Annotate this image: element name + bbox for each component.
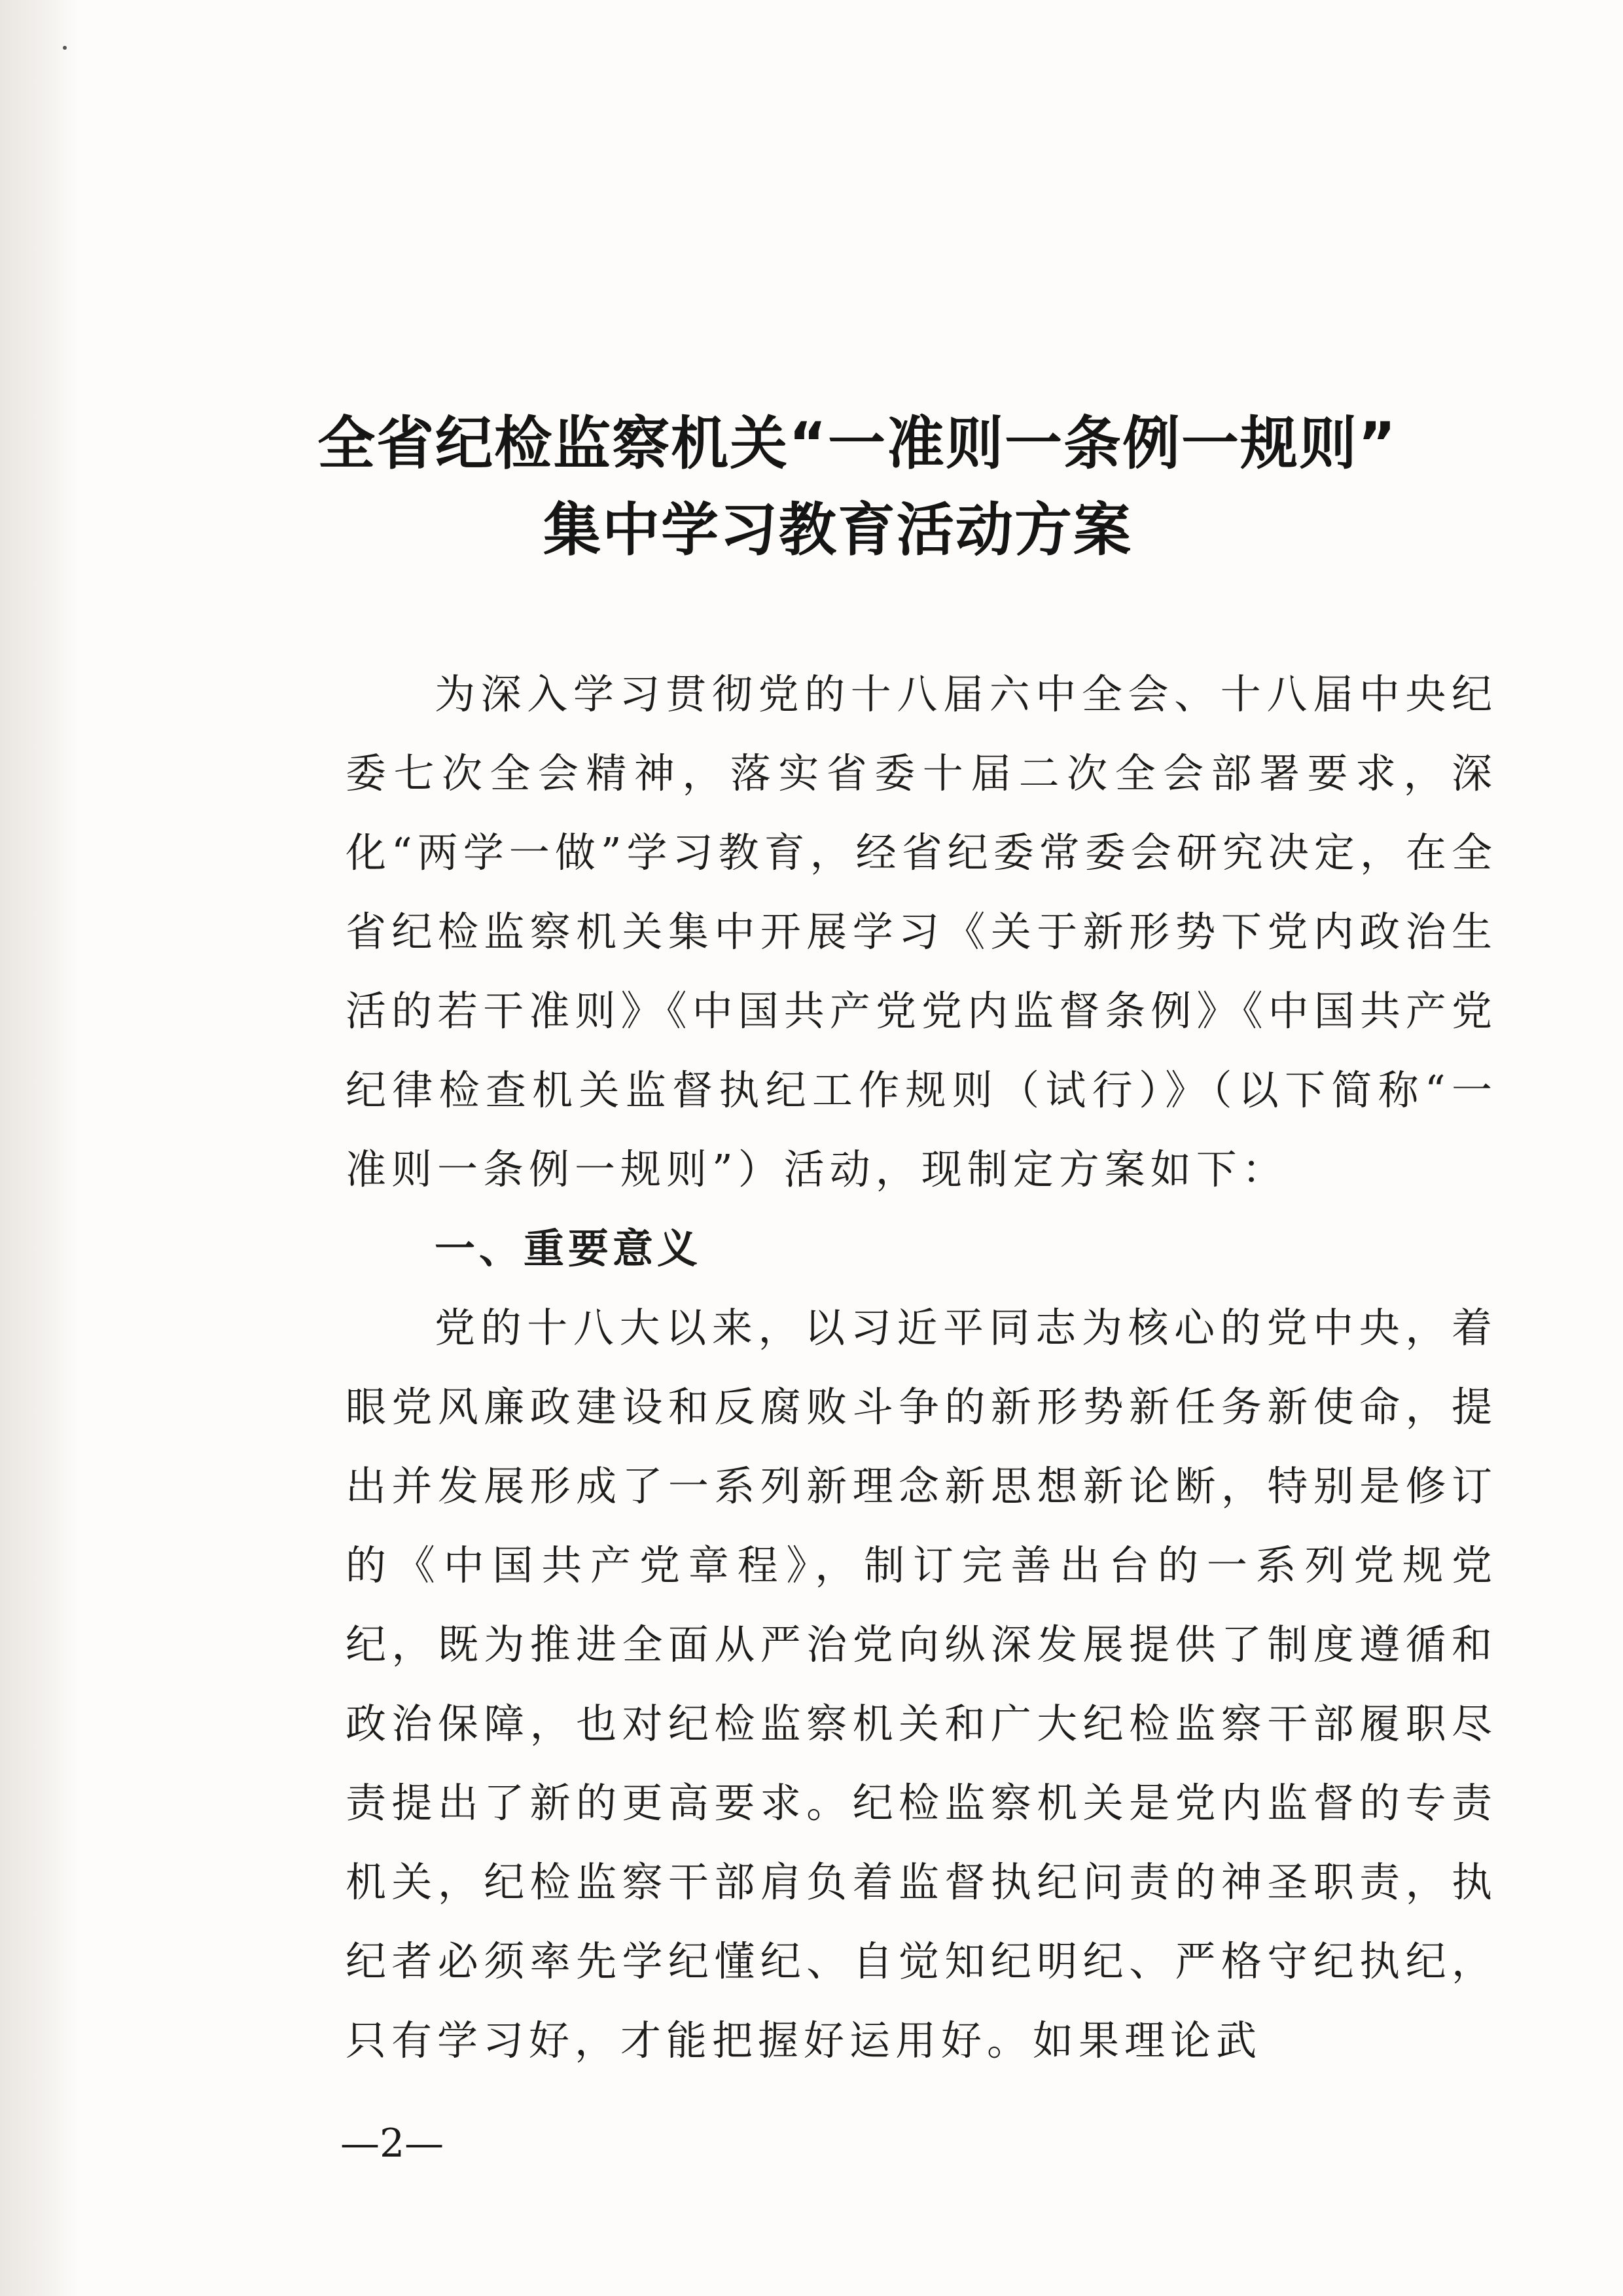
significance-paragraph: 党的十八大以来，以习近平同志为核心的党中央，着眼党风廉政建设和反腐败斗争的新形势新任务新使命，提出并发展形成了一系列新理念新思想新论断，特别是修订的《中国共产党章程》，制订完善出台的一系列党规党纪，既为推进全面从严治党向纵深发展提供了制度遵循和政治保障，也对纪检监察机关和广大纪检监察干部履职尽责提出了新的更高要求。纪检监察机关是党内监督的专责机关，纪检监察干部肩负着监督执纪问责的神圣职责，执纪者必须率先学纪懂纪、自觉知纪明纪、严格守纪执纪，只有学习好，才能把握好运用好。如果理论武: [346, 1304, 1497, 2064]
document-title-line-1: 全省纪检监察机关“一准则一条例一规则”: [317, 410, 1397, 477]
document-title-line-2: 集中学习教育活动方案: [543, 496, 1132, 564]
page-number: —2—: [340, 2121, 444, 2166]
scan-left-edge: [0, 0, 79, 2296]
document-body: [346, 655, 1497, 2080]
intro-paragraph: 为深入学习贯彻党的十八届六中全会、十八届中央纪委七次全会精神，落实省委十届二次全会部署要求，深化“两学一做”学习教育，经省纪委常委会研究决定，在全省纪检监察机关集中开展学习《关于新形势下党内政治生活的若干准则》《中国共产党党内监督条例》《中国共产党纪律检查机关监督执纪工作规则（试行）》（以下简称“一准则一条例一规则”）活动，现制定方案如下：: [346, 670, 1497, 1193]
section-heading-significance: 一、重要意义: [435, 1225, 702, 1272]
scan-speck: [63, 46, 67, 50]
